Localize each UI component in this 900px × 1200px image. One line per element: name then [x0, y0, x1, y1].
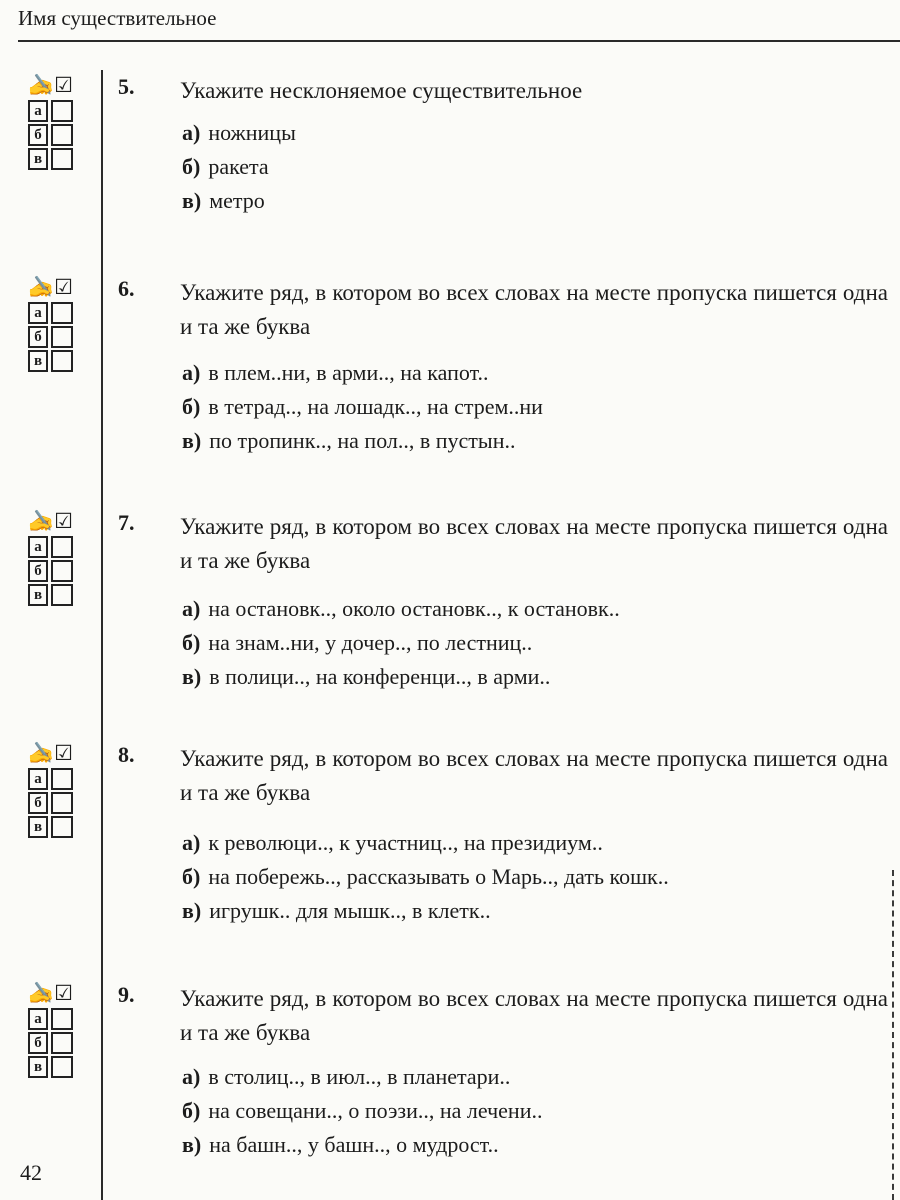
question-text: Укажите ряд, в котором во всех словах на месте пропуска пишется одна и та же буква — [180, 986, 888, 1045]
writing-hand-icon: ✍ — [28, 981, 55, 1005]
answer-label-b: б — [28, 792, 48, 814]
option-list — [182, 1060, 542, 1162]
answer-checkbox-a[interactable] — [51, 302, 73, 324]
answer-checkbox-b[interactable] — [51, 792, 73, 814]
answer-label-c: в — [28, 350, 48, 372]
option-list — [182, 356, 543, 458]
option-list — [182, 826, 669, 928]
answer-label-c: в — [28, 584, 48, 606]
answer-marker — [28, 742, 88, 838]
option-b: б) на побережь.., рассказывать о Марь.., дать кошк.. — [182, 864, 669, 889]
option-c: в) в полици.., на конференци.., в арми.. — [182, 664, 551, 689]
answer-checkbox-b[interactable] — [51, 124, 73, 146]
question-number: 9. — [118, 982, 135, 1007]
option-c: в) игрушк.. для мышк.., в клетк.. — [182, 898, 491, 923]
answer-label-a: а — [28, 302, 48, 324]
answer-checkbox-a[interactable] — [51, 100, 73, 122]
answer-marker — [28, 74, 88, 170]
answer-checkbox-a[interactable] — [51, 1008, 73, 1030]
option-b: б) в тетрад.., на лошадк.., на стрем..ни — [182, 394, 543, 419]
header-divider — [18, 40, 900, 42]
answer-label-a: а — [28, 768, 48, 790]
option-a: а) на остановк.., около остановк.., к остановк.. — [182, 596, 620, 621]
answer-marker — [28, 510, 88, 606]
answer-label-b: б — [28, 560, 48, 582]
option-c: в) метро — [182, 188, 265, 213]
answer-label-c: в — [28, 148, 48, 170]
answer-checkbox-b[interactable] — [51, 1032, 73, 1054]
answer-label-a: а — [28, 100, 48, 122]
option-a: а) ножницы — [182, 120, 296, 145]
answer-checkbox-c[interactable] — [51, 816, 73, 838]
question-text: Укажите ряд, в котором во всех словах на месте пропуска пишется одна и та же буква — [180, 746, 888, 805]
checkbox-check-icon: ☑ — [54, 981, 73, 1005]
answer-checkbox-c[interactable] — [51, 1056, 73, 1078]
answer-label-c: в — [28, 816, 48, 838]
answer-checkbox-a[interactable] — [51, 536, 73, 558]
answer-marker — [28, 276, 88, 372]
cut-line — [892, 870, 894, 1200]
question-number: 6. — [118, 276, 135, 301]
question-number: 7. — [118, 510, 135, 535]
writing-hand-icon: ✍ — [28, 509, 55, 533]
option-b: б) на совещани.., о поэзи.., на лечени.. — [182, 1098, 543, 1123]
option-a: а) в плем..ни, в арми.., на капот.. — [182, 360, 489, 385]
question-text: Укажите ряд, в котором во всех словах на месте пропуска пишется одна и та же буква — [180, 514, 888, 573]
answer-label-b: б — [28, 124, 48, 146]
option-list — [182, 116, 296, 218]
option-c: в) на башн.., у башн.., о мудрост.. — [182, 1132, 499, 1157]
checkbox-check-icon: ☑ — [54, 509, 73, 533]
answer-checkbox-c[interactable] — [51, 148, 73, 170]
option-a: а) к революци.., к участниц.., на президиум.. — [182, 830, 603, 855]
answer-marker — [28, 982, 88, 1078]
answer-checkbox-b[interactable] — [51, 560, 73, 582]
page-header-title: Имя существительное — [18, 6, 217, 30]
checkbox-check-icon: ☑ — [54, 73, 73, 97]
answer-checkbox-b[interactable] — [51, 326, 73, 348]
option-list — [182, 592, 620, 694]
answer-label-b: б — [28, 1032, 48, 1054]
answer-label-c: в — [28, 1056, 48, 1078]
answer-label-a: а — [28, 1008, 48, 1030]
margin-divider — [101, 70, 103, 1200]
answer-label-a: а — [28, 536, 48, 558]
option-b: б) ракета — [182, 154, 269, 179]
answer-checkbox-c[interactable] — [51, 584, 73, 606]
checkbox-check-icon: ☑ — [54, 275, 73, 299]
answer-checkbox-a[interactable] — [51, 768, 73, 790]
question-text: Укажите несклоняемое существительное — [180, 78, 583, 103]
question-text: Укажите ряд, в котором во всех словах на месте пропуска пишется одна и та же буква — [180, 280, 888, 339]
writing-hand-icon: ✍ — [28, 275, 55, 299]
writing-hand-icon: ✍ — [28, 73, 55, 97]
checkbox-check-icon: ☑ — [54, 741, 73, 765]
answer-checkbox-c[interactable] — [51, 350, 73, 372]
page-number: 42 — [20, 1160, 42, 1185]
question-number: 5. — [118, 74, 135, 99]
question-number: 8. — [118, 742, 135, 767]
option-b: б) на знам..ни, у дочер.., по лестниц.. — [182, 630, 533, 655]
answer-label-b: б — [28, 326, 48, 348]
option-a: а) в столиц.., в июл.., в планетари.. — [182, 1064, 511, 1089]
option-c: в) по тропинк.., на пол.., в пустын.. — [182, 428, 516, 453]
writing-hand-icon: ✍ — [28, 741, 55, 765]
